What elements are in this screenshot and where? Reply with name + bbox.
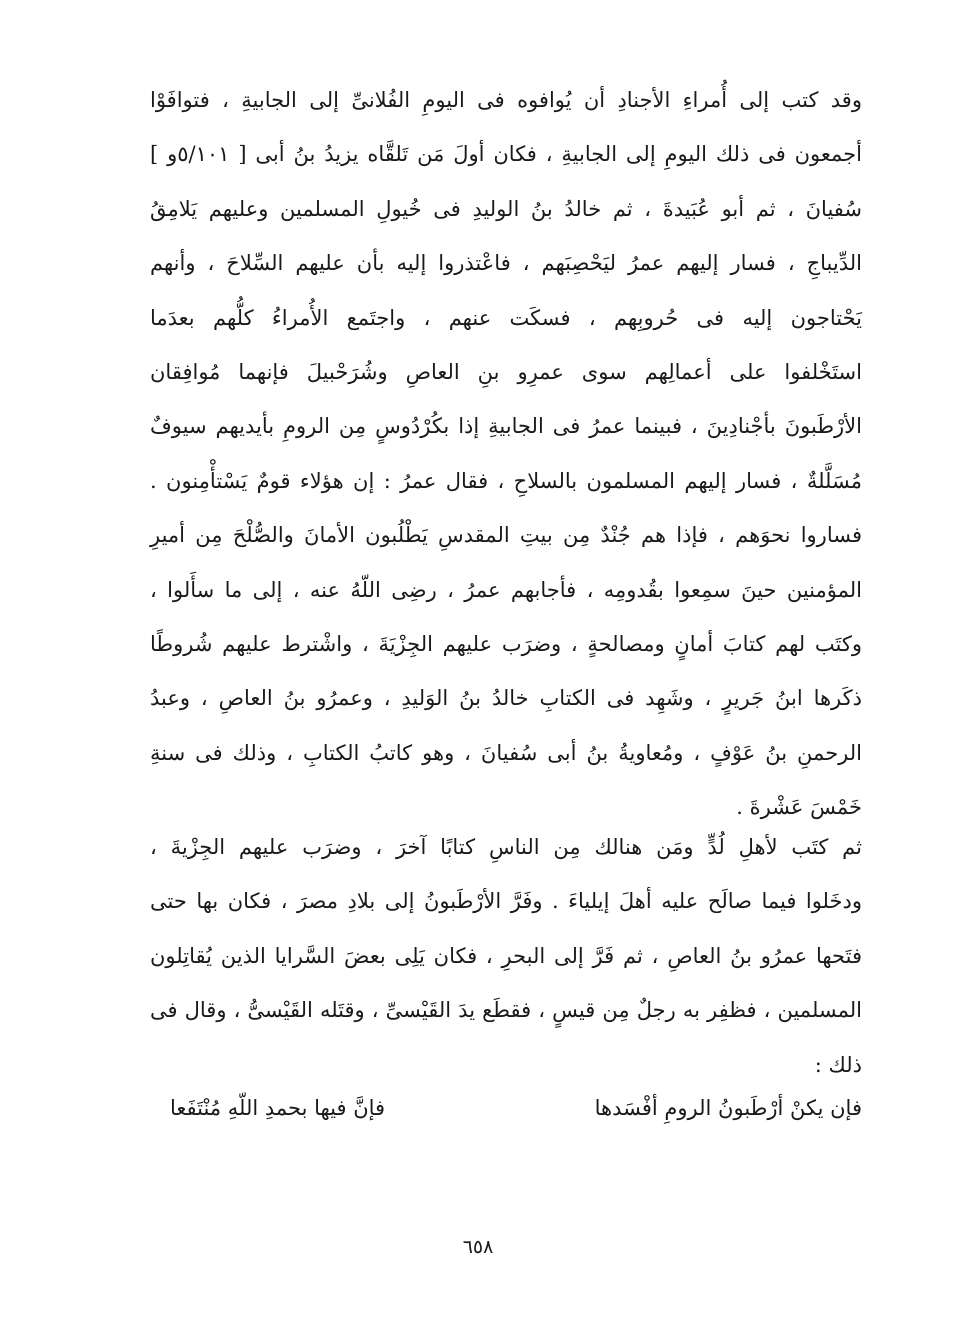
text-line: ذلك : xyxy=(814,1052,862,1077)
text-line: فتَحها عمرُو بنُ العاصِ ، ثم فَرَّ إلى البحرِ ، فكان يَلِى بعضَ السَّرايا الذين يُقاتِلون xyxy=(150,943,862,968)
verse-first-hemistich: فإن يكنْ أرْطَبونُ الرومِ أفْسَدها xyxy=(594,1096,862,1120)
text-line: الدِّيباجِ ، فسار إليهم عمرُ ليَحْصِبَهم ، فاعْتذروا إليه بأن عليهم السِّلاحَ ، وأنهم xyxy=(150,251,862,276)
text-line: وكتَب لهم كتابَ أمانٍ ومصالحةٍ ، وضرَب عليهم الجِزْيَةَ ، واشْترط عليهم شُروطًا xyxy=(150,631,862,656)
text-line: مُسَلَّلةٌ ، فسار إليهم المسلمون بالسلاحِ ، فقال عمرُ : إن هؤلاء قومٌ يَسْتأْمِنون . xyxy=(150,468,862,493)
text-line: ذكَرها ابنُ جَريرٍ ، وشَهِد فى الكتابِ خالدُ بنُ الوَليدِ ، وعمرُو بنُ العاصِ ، وعبدُ xyxy=(150,686,862,711)
text-line: استَخْلفوا على أعمالِهم سوى عمرِو بنِ العاصِ وشُرَحْبيلَ فإنهما مُوافِقان xyxy=(150,359,862,384)
text-line: الرحمنِ بنُ عَوْفٍ ، ومُعاويةُ بنُ أبى سُفيانَ ، وهو كاتبُ الكتابِ ، وذلك فى سنةِ xyxy=(150,740,862,765)
text-line: يَحْتاجون إليه فى حُروبِهم ، فسكَت عنهم ، واجتَمع الأُمراءُ كلُّهم بعدَما xyxy=(150,305,862,330)
text-line: ثم كتَب لأهلِ لُدٍّ ومَن هنالك مِن الناسِ كتابًا آخرَ ، وضرَب عليهم الجِزْيةَ ، xyxy=(150,835,862,859)
poem-verse xyxy=(150,1080,862,1136)
page-number: ٦٥٨ xyxy=(462,1236,494,1258)
text-line: فساروا نحوَهم ، فإذا هم جُنْدٌ مِن بيتِ المقدسِ يَطْلُبون الأمانَ والصُّلْحَ مِن أميرِ xyxy=(150,523,862,548)
text-line: ودخَلوا فيما صالَح عليه أهلَ إيلياءَ . وفَرَّ الأرْطَبونُ إلى بلادِ مصرَ ، فكان بها حتى xyxy=(150,889,862,914)
text-line: سُفيانَ ، ثم أبو عُبَيدةَ ، ثم خالدُ بنُ الوليدِ فى خُيولِ المسلمين وعليهم يَلامِقُ xyxy=(150,196,862,221)
text-line: خَمْسَ عَشْرةَ . xyxy=(736,795,862,820)
verse-second-hemistich: فإنَّ فيها بحمدِ اللّهِ مُنْتَفَعا xyxy=(170,1096,386,1120)
text-line: وقد كتب إلى أُمراءِ الأجنادِ أن يُوافوه فى اليومِ الفُلانىِّ إلى الجابيةِ ، فتوافَوْا xyxy=(150,88,862,112)
text-line: أجمعون فى ذلك اليومِ إلى الجابيةِ ، فكان أولَ مَن تَلقَّاه يزيدُ بنُ أبى [ ٥/١٠١و ] xyxy=(150,142,862,167)
text-line: المسلمين ، فظفِر به رجلٌ مِن قيسٍ ، فقطَع يدَ القَيْسىِّ ، وقتَله القَيْسىُّ ، وقال فى xyxy=(150,998,862,1023)
text-line: المؤمنين حينَ سمِعوا بقُدومِه ، فأجابهم عمرُ ، رضِى اللّهُ عنه ، إلى ما سأَلوا ، xyxy=(150,577,862,602)
paragraph-2 xyxy=(150,820,862,1092)
paragraph-1 xyxy=(150,73,862,834)
text-line: الأرْطَبونَ بأجْنادِينَ ، فبينما عمرُ فى الجابيةِ إذا بكُرْدُوسٍ مِن الرومِ بأيديهم سيوفٌ xyxy=(150,414,862,439)
